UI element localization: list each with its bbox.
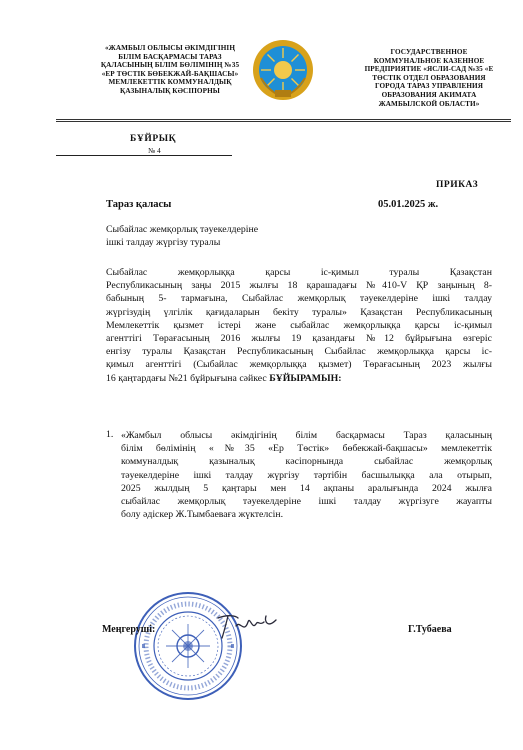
body-line: жүргізудің үлгілік қағидаларын бекіту туралы» Қазақстан Республикасының — [106, 306, 492, 318]
header-left-org-name — [96, 44, 244, 96]
header-right-line: ТӨСТІК ОТДЕЛ ОБРАЗОВАНИЯ — [372, 73, 486, 82]
item-line: білім бөлімінің «№35 «Ер Төстік» бөбекжай-бақшасы» мемлекеттік — [121, 443, 492, 455]
round-seal-icon — [132, 590, 244, 702]
header-left-line: ҚАЛАСЫНЫҢ БІЛІМ БӨЛІМІНІҢ №35 — [100, 61, 240, 70]
item-line: 2025 жылдың 5 қаңтары мен 14 ақпаны аралығында 2024 жылға — [121, 482, 492, 494]
body-line: агенттігі Төрағасының 2016 жылғы 19 қазандағы №12 бұйрығына өзгеріс — [106, 333, 492, 345]
body-paragraph — [106, 266, 492, 385]
header-right-line: ГОСУДАРСТВЕННОЕ — [390, 48, 468, 56]
header-left-line: БІЛІМ БАСҚАРМАСЫ ТАРАЗ — [118, 52, 222, 61]
header-left-line: «ЕР ТӨСТІК БӨБЕКЖАЙ-БАҚШАСЫ» — [101, 69, 239, 78]
header-right-line: ОБРАЗОВАНИЯ АКИМАТА — [381, 90, 477, 99]
order-subject — [106, 224, 258, 249]
item-line: коммуналдық қазыналық кәсіпорнында сыбайлас жемқорлық — [121, 456, 492, 468]
item-line: тәуекелдеріне ішкі талдау жүргізу тәртібін басшылыққа ала отырып, — [121, 469, 492, 481]
item-line: болу әдіскер Ж.Тымбаеваға жүктелсін. — [121, 509, 284, 521]
order-title-kz: БҰЙРЫҚ — [130, 134, 177, 144]
header-right-line: ГОРОДА ТАРАЗ УПРАВЛЕНИЯ — [374, 82, 484, 91]
order-number-underline — [56, 155, 232, 156]
order-date: 05.01.2025 ж. — [378, 199, 439, 210]
body-line-last — [106, 372, 492, 385]
body-line: Сыбайлас жемқорлыққа қарсы іс-қимыл туралы Қазақстан — [106, 267, 492, 278]
header-left-line: ҚАЗЫНАЛЫҚ КӘСІПОРНЫ — [120, 86, 220, 95]
list-item — [121, 429, 492, 521]
city-name: Тараз қаласы — [106, 199, 172, 210]
body-line: Республикасының заңы 2015 жылғы 18 қарашадағы №410-V ҚР заңының 8- — [106, 280, 492, 292]
header-left-line: «ЖАМБЫЛ ОБЛЫСЫ ӘКІМДІГІНІҢ — [104, 44, 236, 52]
body-line: қимыл агенттігі (Сыбайлас жемқорлыққа қызмет) Төрағасының 2023 жылғы — [106, 359, 492, 371]
item-line: сыбайлас жемқорлық тәуекелдеріне ішкі талдау жүргізуге жауапты — [121, 496, 492, 508]
body-line: енгізу туралы Қазақстан Республикасының Сыбайлас жемқорлыққа қарсы іс- — [106, 346, 492, 358]
head-name: Г.Тубаева — [408, 624, 452, 635]
handwritten-signature-icon — [214, 610, 284, 644]
state-emblem-icon — [251, 38, 315, 102]
header-divider — [56, 119, 511, 120]
item-line: «Жамбыл облысы әкімдігінің білім басқармасы Тараз қаласының — [121, 430, 492, 441]
header-left-line: МЕМЛЕКЕТТІК КОММУНАЛДЫҚ — [108, 78, 232, 87]
body-line: бабының 5- тармағына, Сыбайлас жемқорлық тәуекелдеріне ішкі талдау — [106, 293, 492, 305]
header-divider — [56, 121, 511, 122]
subject-line: Сыбайлас жемқорлық тәуекелдеріне — [106, 224, 259, 235]
decree-word: БҰЙЫРАМЫН: — [269, 372, 342, 384]
order-number: № 4 — [148, 146, 161, 155]
body-last-text: 16 қаңтардағы №21 бұйрығына сәйкес — [106, 372, 270, 384]
subject-line: ішкі талдау жүргізу туралы — [106, 236, 221, 248]
header-right-line: КОММУНАЛЬНОЕ КАЗЕННОЕ — [373, 56, 485, 65]
header-right-line: ПРЕДПРИЯТИЕ «ЯСЛИ-САД №35 «Е — [364, 65, 494, 74]
list-item-number: 1. — [106, 429, 114, 440]
header-right-org-name — [335, 48, 523, 108]
body-line: Мемлекеттік қызмет істері және сыбайлас жемқорлыққа қарсы іс-қимыл — [106, 319, 492, 331]
order-title-ru: ПРИКАЗ — [436, 180, 479, 190]
head-label: Меңгеруші: — [102, 624, 156, 635]
header-right-line: ЖАМБЫЛСКОЙ ОБЛАСТИ» — [378, 99, 480, 108]
